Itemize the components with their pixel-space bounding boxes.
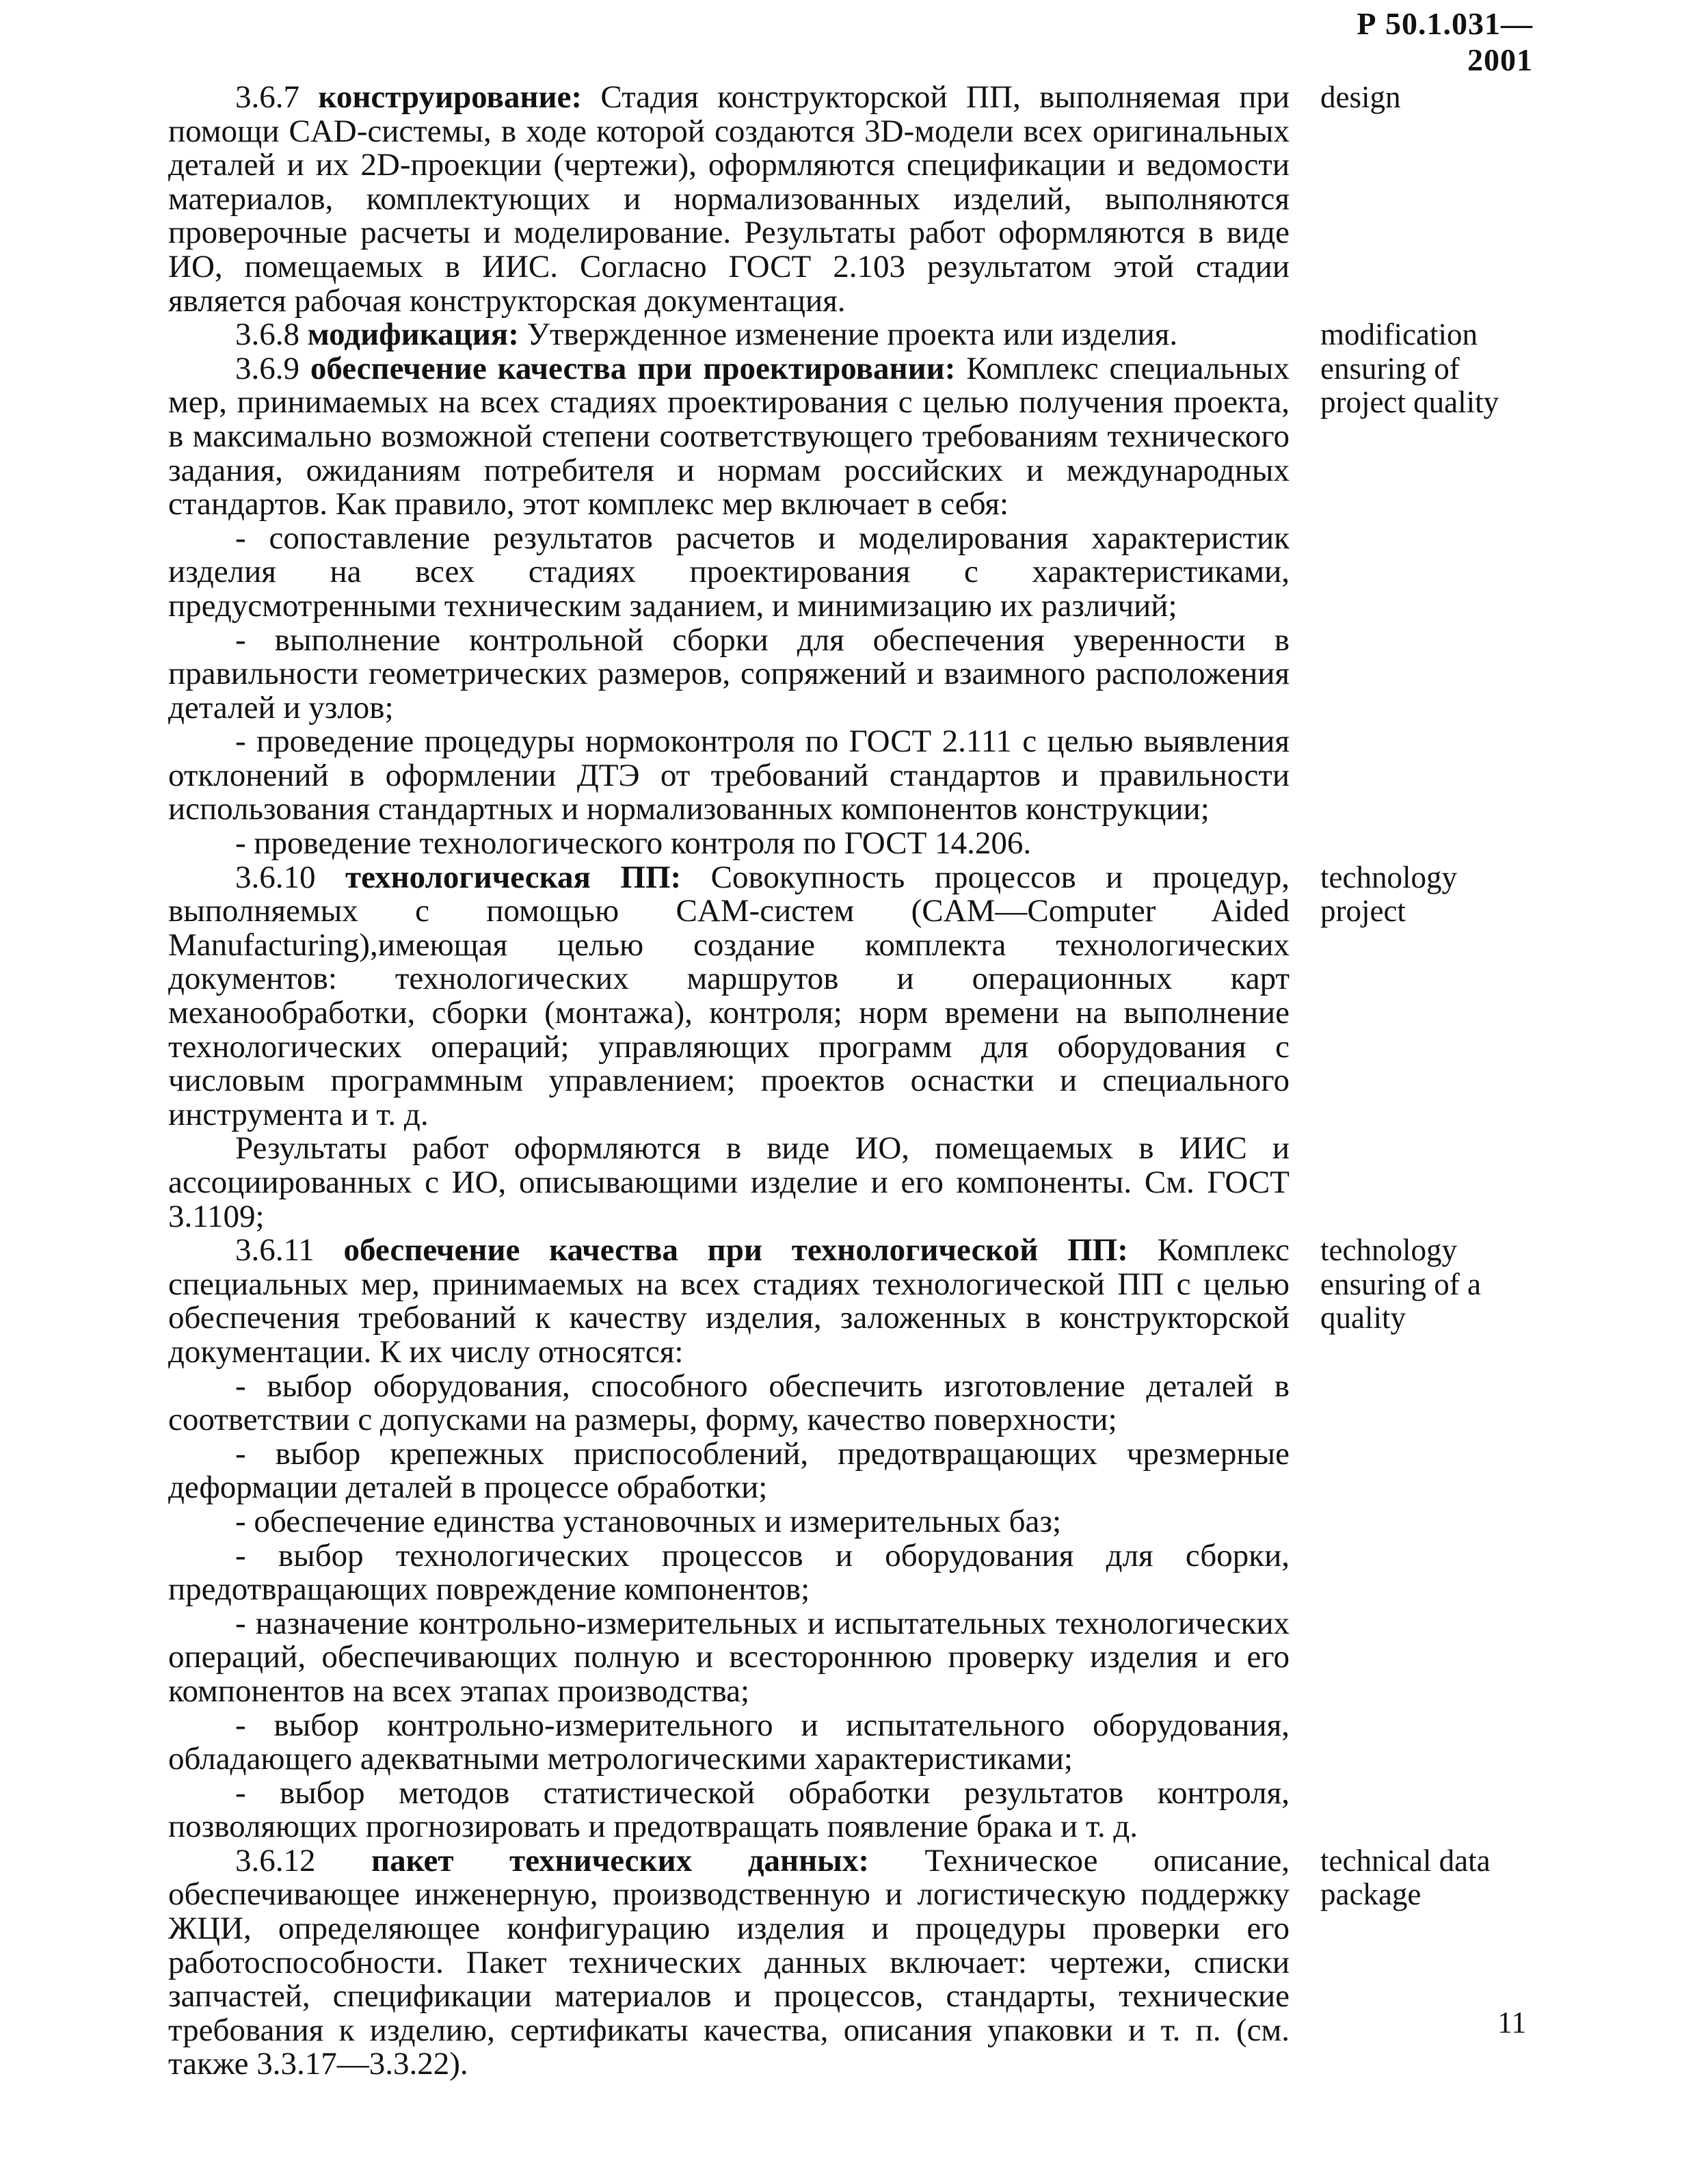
entry-main bbox=[168, 1234, 1290, 1844]
list-item: - выбор крепежных приспособлений, предотвращающих чрезмерные деформации деталей в процессе обработки; bbox=[168, 1435, 1290, 1506]
entry-paragraph bbox=[168, 352, 1290, 522]
entry-note: Результаты работ оформляются в виде ИО, помещаемых в ИИС и ассоциированных с ИО, описывающими изделие и его компоненты. См. ГОСТ 3.1109; bbox=[168, 1130, 1290, 1234]
entry-definition: Комплекс специальных мер, принимаемых на всех стадиях проектирования с целью получения проекта, в максимально возможной степени соответствующего требованиям технического задания, ожиданиям потребителя и нормам российских и международных стандартов. Как правило, этот комплекс мер включает в себя: bbox=[168, 350, 1290, 522]
term-entry-3-6-7 bbox=[168, 81, 1536, 318]
entry-definition: Техническое описание, обеспечивающее инженерную, производственную и логистическую поддержку ЖЦИ, определяющее конфигурацию изделия и процедуры проверки его работоспособности. Пакет технических данных включает: чертежи, списки запчастей, спецификации материалов и процессов, стандарты, технические требования к изделию, сертификаты качества, описания упаковки и т. п. (см. также 3.3.17—3.3.22). bbox=[168, 1842, 1290, 2082]
list-item: - обеспечение единства установочных и измерительных баз; bbox=[235, 1503, 1062, 1539]
term-entry-3-6-9 bbox=[168, 352, 1536, 861]
entry-paragraph bbox=[168, 318, 1290, 352]
entry-paragraph bbox=[168, 861, 1290, 1132]
term-entry-3-6-8 bbox=[168, 318, 1536, 352]
term-entry-3-6-12 bbox=[168, 1844, 1536, 2082]
entry-definition: Совокупность процессов и процедур, выполняемых с помощью CAM-систем (CAM—Computer Aided Manufacturing),имеющая целью создание комплекта технологических документов: технологических маршрутов и операционных карт механообработки, сборки (монтажа), контроля; норм времени на выполнение технологических операций; управляющих программ для оборудования с числовым программным управлением; проектов оснастки и специального инструмента и т. д. bbox=[168, 859, 1290, 1132]
entry-term: пакет технических данных: bbox=[371, 1842, 869, 1878]
list-item: - выбор методов статистической обработки результатов контроля, позволяющих прогнозировать и предотвращать появление брака и т. д. bbox=[168, 1775, 1290, 1845]
english-term: modification bbox=[1320, 317, 1478, 352]
page-number: 11 bbox=[1497, 2006, 1527, 2039]
entry-number: 3.6.12 bbox=[235, 1842, 316, 1878]
entry-paragraph bbox=[168, 1234, 1290, 1369]
list-item: - выбор технологических процессов и оборудования для сборки, предотвращающих повреждение компонентов; bbox=[168, 1537, 1290, 1608]
entry-definition: Утвержденное изменение проекта или изделия. bbox=[526, 317, 1178, 353]
entry-number: 3.6.11 bbox=[235, 1232, 315, 1269]
english-term: design bbox=[1320, 80, 1401, 114]
list-item: - выполнение контрольной сборки для обеспечения уверенности в правильности геометрических размеров, сопряжений и взаимного расположения деталей и узлов; bbox=[168, 622, 1290, 726]
list-item: - проведение процедуры нормоконтроля по ГОСТ 2.111 с целью выявления отклонений в оформлении ДТЭ от требований стандартов и правильности использования стандартных и нормализованных компонентов конструкции; bbox=[168, 723, 1290, 827]
entry-term: обеспечение качества при проектировании: bbox=[310, 350, 956, 386]
entry-number: 3.6.8 bbox=[235, 317, 299, 353]
entry-main bbox=[168, 81, 1290, 318]
entry-number: 3.6.10 bbox=[235, 859, 316, 895]
document-number: Р 50.1.031—2001 bbox=[1357, 6, 1533, 77]
entry-definition: Стадия конструкторской ПП, выполняемая при помощи CAD-системы, в ходе которой создаются 3D-модели всех оригинальных деталей и их 2D-проекции (чертежи), оформляются спецификации и ведомости материалов, комплектующих и нормализованных изделий, выполняются проверочные расчеты и моделирование. Результаты работ оформляются в виде ИО, помещаемых в ИИС. Согласно ГОСТ 2.103 результатом этой стадии является рабочая конструкторская документация. bbox=[168, 79, 1290, 319]
list-item: - сопоставление результатов расчетов и моделирования характеристик изделия на всех стадиях проектирования с характеристиками, предусмотренными техническим заданием, и минимизацию их различий; bbox=[168, 520, 1290, 624]
list-item: - выбор контрольно-измерительного и испытательного оборудования, обладающего адекватными метрологическими характеристиками; bbox=[168, 1707, 1290, 1777]
entry-term: обеспечение качества при технологической ПП: bbox=[343, 1232, 1128, 1269]
term-entry-3-6-11 bbox=[168, 1234, 1536, 1844]
english-term: technology project bbox=[1320, 860, 1457, 929]
entry-term: технологическая ПП: bbox=[345, 859, 682, 895]
entry-main bbox=[168, 318, 1290, 352]
entry-paragraph bbox=[168, 81, 1290, 318]
entry-main bbox=[168, 352, 1290, 861]
document-body bbox=[168, 81, 1536, 2082]
english-term: ensuring of project quality bbox=[1320, 351, 1499, 420]
list-item: - выбор оборудования, способного обеспечить изготовление деталей в соответствии с допусками на размеры, форму, качество поверхности; bbox=[168, 1368, 1290, 1438]
entry-main bbox=[168, 1844, 1290, 2082]
term-entry-3-6-10 bbox=[168, 861, 1536, 1234]
entry-definition: Комплекс специальных мер, принимаемых на всех стадиях технологической ПП с целью обеспечения требований к качеству изделия, заложенных в конструкторской документации. К их числу относятся: bbox=[168, 1232, 1290, 1370]
english-term: technical data package bbox=[1320, 1843, 1491, 1912]
list-item: - назначение контрольно-измерительных и испытательных технологических операций, обеспечивающих полную и всестороннюю проверку изделия и его компонентов на всех этапах производства; bbox=[168, 1605, 1290, 1709]
entry-main bbox=[168, 861, 1290, 1234]
entry-number: 3.6.7 bbox=[235, 79, 299, 115]
entry-term: конструирование: bbox=[318, 79, 583, 115]
list-item: - проведение технологического контроля по ГОСТ 14.206. bbox=[235, 825, 1032, 862]
entry-term: модификация: bbox=[307, 317, 519, 353]
entry-paragraph bbox=[168, 1844, 1290, 2082]
entry-number: 3.6.9 bbox=[235, 350, 299, 386]
english-term: technology ensuring of a quality bbox=[1320, 1233, 1481, 1336]
